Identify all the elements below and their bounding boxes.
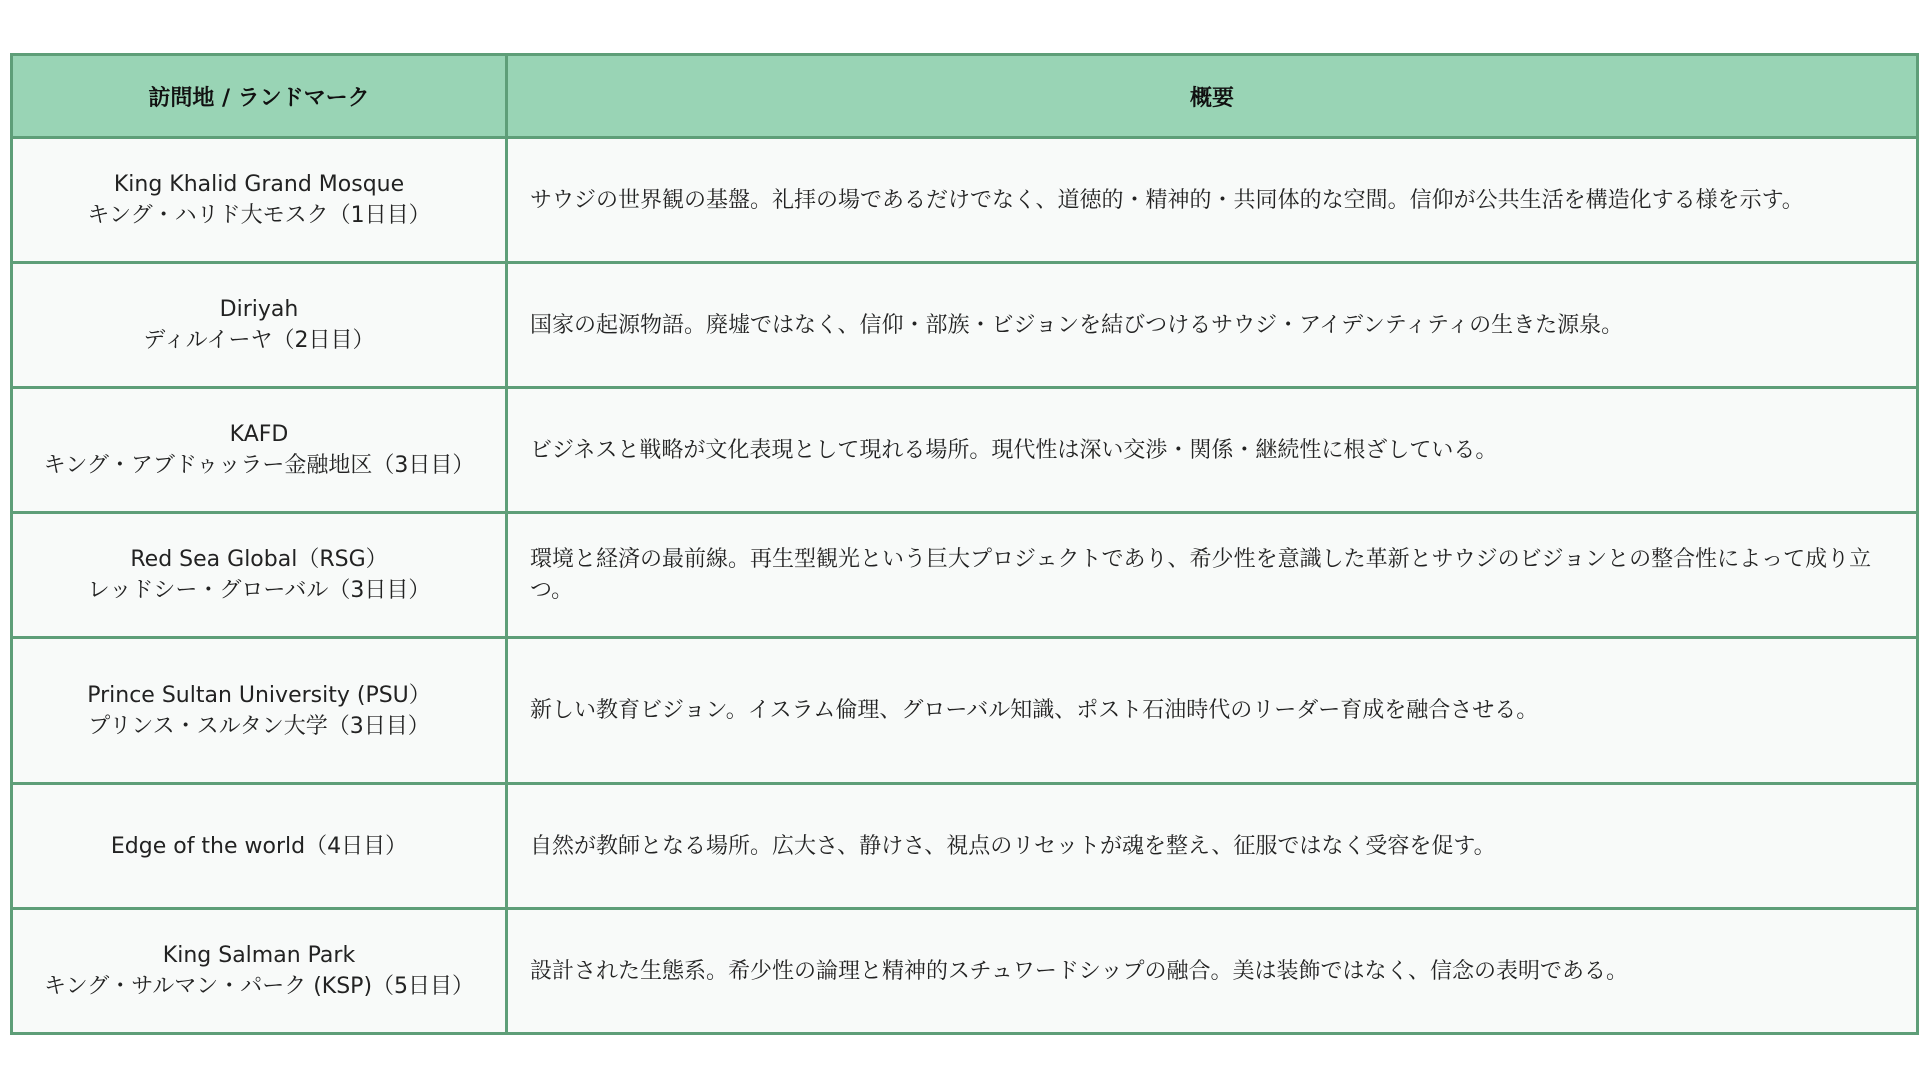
place-cell	[12, 138, 507, 263]
place-name-en: Diriyah	[219, 297, 299, 322]
place-cell	[12, 909, 507, 1034]
place-name-ja: キング・ハリド大モスク（1日目）	[87, 203, 431, 228]
landmark-summary-table	[10, 53, 1919, 1035]
table-row	[12, 388, 1918, 513]
place-name-ja: キング・サルマン・パーク (KSP)（5日目）	[43, 974, 475, 999]
summary-cell: 自然が教師となる場所。広大さ、静けさ、視点のリセットが魂を整え、征服ではなく受容を促す。	[507, 784, 1918, 909]
table-header-row	[12, 55, 1918, 138]
table-row	[12, 784, 1918, 909]
place-name-en: Prince Sultan University (PSU）	[87, 682, 431, 708]
place-name-en: KAFD	[229, 422, 289, 447]
place-cell	[12, 513, 507, 638]
header-summary: 概要	[507, 55, 1918, 138]
summary-cell: 環境と経済の最前線。再生型観光という巨大プロジェクトであり、希少性を意識した革新とサウジのビジョンとの整合性によって成り立つ。	[507, 513, 1918, 638]
landmark-table-container	[10, 53, 1916, 1035]
summary-cell: 新しい教育ビジョン。イスラム倫理、グローバル知識、ポスト石油時代のリーダー育成を融合させる。	[507, 638, 1918, 784]
place-cell	[12, 638, 507, 784]
place-name-ja: ディルイーヤ（2日目）	[143, 328, 375, 353]
place-name-ja: レッドシー・グローバル（3日目）	[87, 578, 431, 603]
place-name-en: King Khalid Grand Mosque	[113, 172, 405, 197]
table-row	[12, 138, 1918, 263]
place-name-en: King Salman Park	[162, 943, 356, 968]
place-name-ja: キング・アブドゥッラー金融地区（3日目）	[43, 453, 475, 478]
place-cell	[12, 263, 507, 388]
summary-cell: 国家の起源物語。廃墟ではなく、信仰・部族・ビジョンを結びつけるサウジ・アイデンティティの生きた源泉。	[507, 263, 1918, 388]
place-cell	[12, 784, 507, 909]
place-name-en: Red Sea Global（RSG）	[130, 547, 388, 572]
summary-cell: サウジの世界観の基盤。礼拝の場であるだけでなく、道徳的・精神的・共同体的な空間。信仰が公共生活を構造化する様を示す。	[507, 138, 1918, 263]
table-row	[12, 513, 1918, 638]
header-place: 訪問地 / ランドマーク	[12, 55, 507, 138]
summary-cell: 設計された生態系。希少性の論理と精神的スチュワードシップの融合。美は装飾ではなく、信念の表明である。	[507, 909, 1918, 1034]
table-row	[12, 263, 1918, 388]
place-cell	[12, 388, 507, 513]
table-row	[12, 638, 1918, 784]
place-name-ja: プリンス・スルタン大学（3日目）	[88, 713, 430, 739]
place-name-en: Edge of the world（4日目）	[110, 833, 408, 859]
summary-cell: ビジネスと戦略が文化表現として現れる場所。現代性は深い交渉・関係・継続性に根ざしている。	[507, 388, 1918, 513]
table-row	[12, 909, 1918, 1034]
